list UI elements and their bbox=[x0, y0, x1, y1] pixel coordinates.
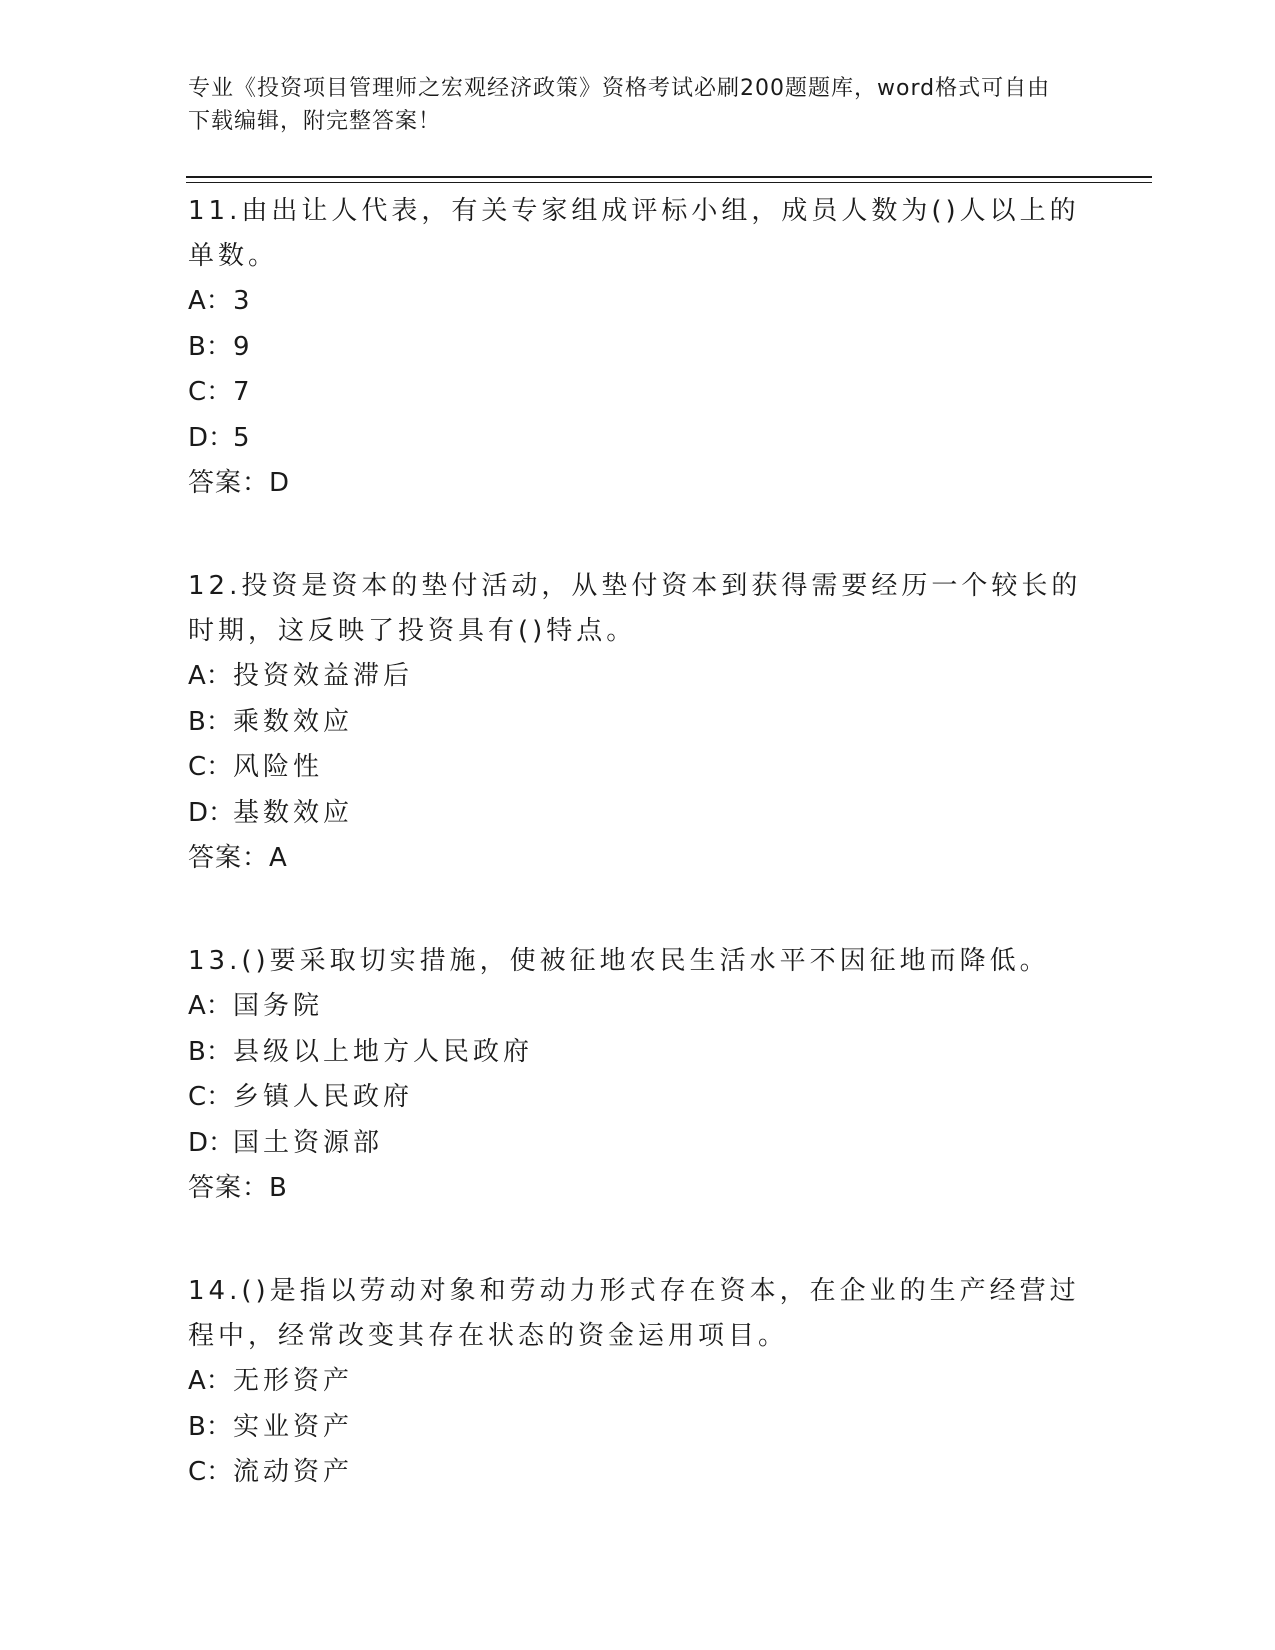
option-text: 5 bbox=[233, 422, 254, 453]
option-text: 乘数效应 bbox=[233, 706, 354, 737]
option-letter: B： bbox=[188, 706, 232, 737]
answer-line: 答案：B bbox=[188, 1173, 288, 1203]
question-list bbox=[188, 189, 1088, 1554]
option-a bbox=[188, 1359, 1088, 1405]
option-letter: C： bbox=[188, 752, 233, 782]
option-letter: B： bbox=[188, 331, 232, 362]
option-letter: C： bbox=[188, 1082, 233, 1112]
question-11 bbox=[188, 189, 1088, 506]
answer-line: 答案：A bbox=[188, 843, 288, 873]
question-stem: 13.()要采取切实措施，使被征地农民生活水平不因征地而降低。 bbox=[188, 946, 1050, 976]
question-14 bbox=[188, 1269, 1088, 1496]
option-text: 国土资源部 bbox=[233, 1127, 384, 1158]
answer-line: 答案：D bbox=[188, 468, 291, 498]
option-text: 投资效益滞后 bbox=[233, 661, 414, 691]
option-d bbox=[188, 791, 1088, 837]
option-text: 7 bbox=[233, 377, 254, 407]
option-letter: B： bbox=[188, 1411, 232, 1442]
option-a bbox=[188, 984, 1088, 1030]
option-letter: C： bbox=[188, 377, 233, 407]
option-letter: D： bbox=[188, 422, 235, 453]
question-stem: 11.由出让人代表，有关专家组成评标小组，成员人数为()人以上的单数。 bbox=[188, 196, 1080, 271]
option-letter: D： bbox=[188, 1127, 235, 1158]
option-b bbox=[188, 700, 1088, 746]
option-d bbox=[188, 1121, 1088, 1167]
option-letter: C： bbox=[188, 1457, 233, 1487]
option-letter: B： bbox=[188, 1036, 232, 1067]
option-text: 实业资产 bbox=[233, 1411, 354, 1442]
option-text: 乡镇人民政府 bbox=[233, 1082, 414, 1112]
option-letter: A： bbox=[188, 661, 232, 691]
option-text: 无形资产 bbox=[233, 1366, 354, 1396]
option-c bbox=[188, 745, 1088, 791]
option-a bbox=[188, 654, 1088, 700]
option-a bbox=[188, 279, 1088, 325]
header-divider-thin bbox=[186, 182, 1152, 183]
option-c bbox=[188, 370, 1088, 416]
option-letter: A： bbox=[188, 991, 232, 1021]
option-c bbox=[188, 1450, 1088, 1496]
document-intro: 专业《投资项目管理师之宏观经济政策》资格考试必刷200题题库，word格式可自由下载编辑，附完整答案！ bbox=[188, 76, 1051, 134]
option-text: 风险性 bbox=[233, 752, 324, 782]
option-c bbox=[188, 1075, 1088, 1121]
option-d bbox=[188, 416, 1088, 462]
option-text: 基数效应 bbox=[233, 797, 354, 828]
question-stem: 12.投资是资本的垫付活动，从垫付资本到获得需要经历一个较长的时期，这反映了投资具有()特点。 bbox=[188, 571, 1082, 646]
option-text: 3 bbox=[233, 286, 254, 316]
question-12 bbox=[188, 564, 1088, 881]
option-text: 县级以上地方人民政府 bbox=[233, 1036, 534, 1067]
option-b bbox=[188, 1405, 1088, 1451]
option-letter: D： bbox=[188, 797, 235, 828]
option-text: 流动资产 bbox=[233, 1457, 354, 1487]
question-13 bbox=[188, 939, 1088, 1211]
option-letter: A： bbox=[188, 286, 232, 316]
option-b bbox=[188, 1030, 1088, 1076]
option-letter: A： bbox=[188, 1366, 232, 1396]
option-text: 9 bbox=[233, 331, 254, 362]
header-divider-thick bbox=[186, 176, 1152, 178]
question-stem: 14.()是指以劳动对象和劳动力形式存在资本，在企业的生产经营过程中，经常改变其存在状态的资金运用项目。 bbox=[188, 1276, 1080, 1351]
option-b bbox=[188, 325, 1088, 371]
option-text: 国务院 bbox=[233, 991, 324, 1021]
